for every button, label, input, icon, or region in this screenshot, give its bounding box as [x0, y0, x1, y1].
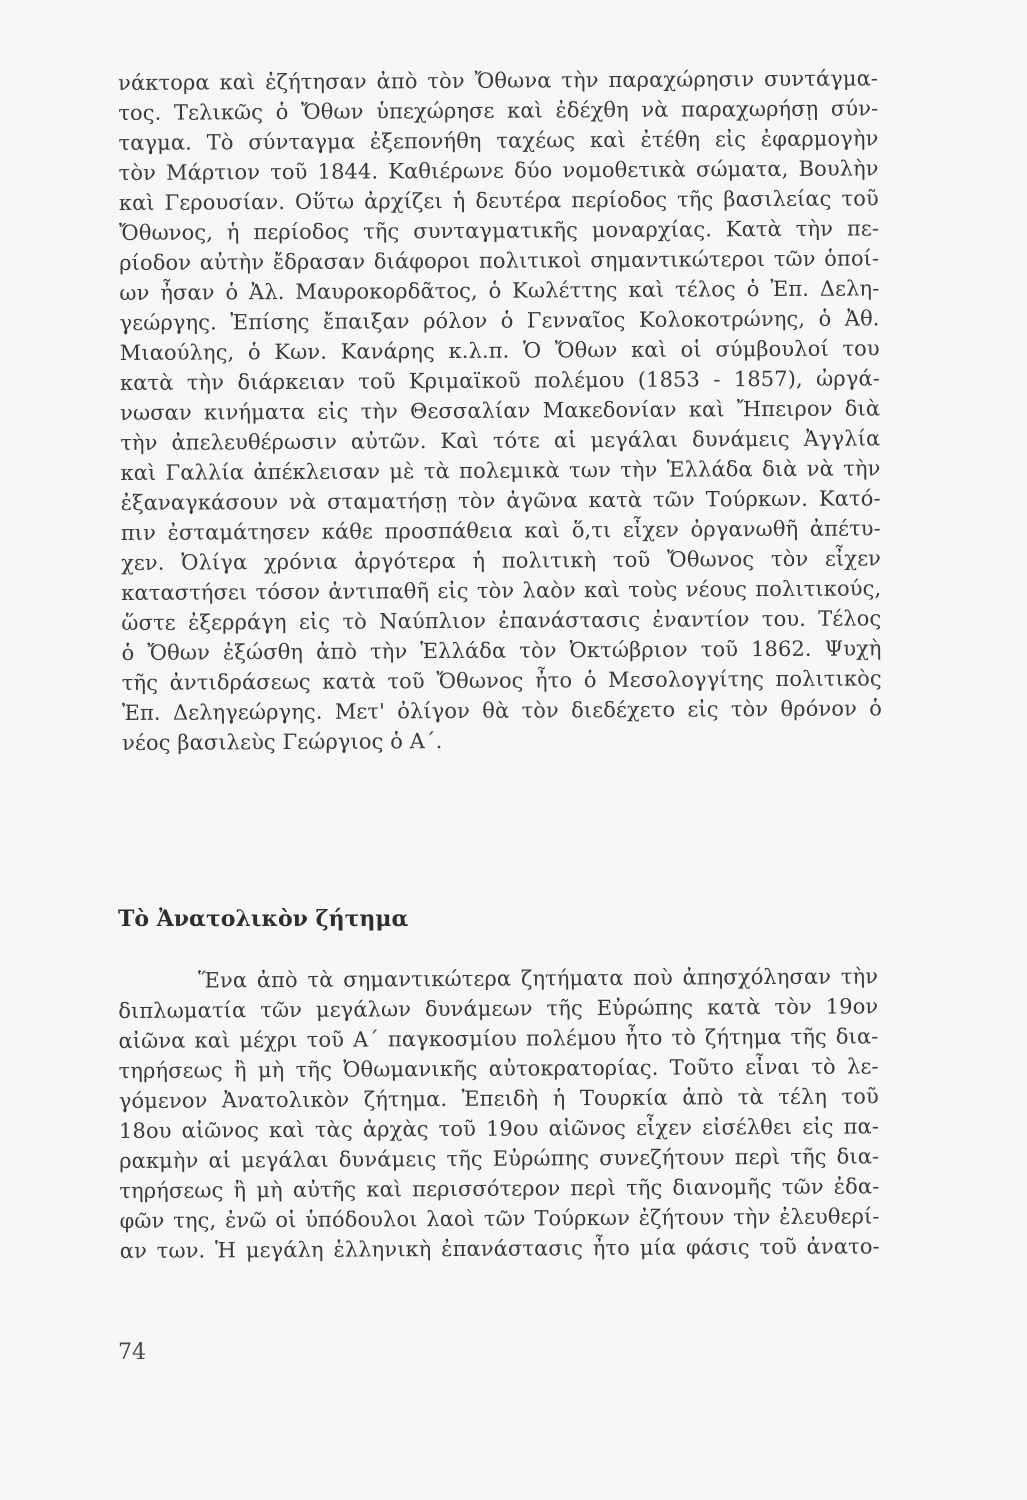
text-line: Ἐπ. Δεληγεώργης. Μετ' ὀλίγον θὰ τὸν διεδέχετο εἰς τὸν θρόνον ὁ: [121, 696, 882, 725]
text-line: νέος βασιλεὺς Γεώργιος ὁ Α΄.: [122, 729, 443, 755]
text-line: τὸν Μάρτιον τοῦ 1844. Καθιέρωνε δύο νομοθετικὰ σώματα, Βουλὴν: [118, 156, 879, 185]
text-line: αν των. Ἡ μεγάλη ἑλληνικὴ ἐπανάστασις ἦτο μία φάσις τοῦ ἀνατο-: [119, 1234, 880, 1263]
text-line: ἐξαναγκάσουν νὰ σταματήσῃ τὸν ἀγῶνα κατὰ τῶν Τούρκων. Κατό-: [120, 486, 881, 515]
text-line: ρακμὴν αἱ μεγάλαι δυνάμεις τῆς Εὐρώπης συνεζήτουν περὶ τῆς δια-: [119, 1144, 880, 1173]
text-line: Ἕνα ἀπὸ τὰ σημαντικώτερα ζητήματα ποὺ ἀπησχόλησαν τὴν: [198, 964, 879, 993]
section-heading: Τὸ Ἀνατολικὸν ζήτημα: [118, 906, 409, 932]
text-line: ταγμα. Τὸ σύνταγμα ἐξεπονήθη ταχέως καὶ ἐτέθη εἰς ἐφαρμογὴν: [118, 126, 879, 155]
text-line: ρίοδον αὐτὴν ἔδρασαν διάφοροι πολιτικοὶ σημαντικώτεροι τῶν ὁποί-: [119, 246, 880, 275]
page-number: 74: [118, 1340, 146, 1365]
text-line: νωσαν κινήματα εἰς τὴν Θεσσαλίαν Μακεδονίαν καὶ Ἤπειρον διὰ: [120, 396, 881, 425]
text-line: τηρήσεως ἢ μὴ τῆς Ὀθωμανικῆς αὐτοκρατορίας. Τοῦτο εἶναι τὸ λε-: [118, 1054, 879, 1083]
text-line: τῆς ἀντιδράσεως κατὰ τοῦ Ὄθωνος ἦτο ὁ Μεσολογγίτης πολιτικὸς: [121, 666, 882, 695]
text-line: χεν. Ὀλίγα χρόνια ἀργότερα ἡ πολιτικὴ τοῦ Ὄθωνος τὸν εἶχεν: [120, 546, 882, 575]
text-line: 18ου αἰῶνος καὶ τὰς ἀρχὰς τοῦ 19ου αἰῶνος εἶχεν εἰσέλθει εἰς πα-: [118, 1114, 880, 1143]
text-line: γόμενον Ἀνατολικὸν ζήτημα. Ἐπειδὴ ἡ Τουρκία ἀπὸ τὰ τέλη τοῦ: [118, 1084, 879, 1113]
paragraph-1: [118, 63, 882, 758]
text-line: ὥστε ἐξερράγη εἰς τὸ Ναύπλιον ἐπανάστασις ἐναντίον του. Τέλος: [121, 606, 882, 635]
text-line: τὴν ἀπελευθέρωσιν αὐτῶν. Καὶ τότε αἱ μεγάλαι δυνάμεις Ἀγγλία: [120, 426, 881, 455]
text-line: καὶ Γερουσίαν. Οὕτω ἀρχίζει ἡ δευτέρα περίοδος τῆς βασιλείας τοῦ: [118, 186, 879, 215]
text-line: διπλωματία τῶν μεγάλων δυνάμεων τῆς Εὐρώπης κατὰ τὸν 19ον: [118, 994, 879, 1023]
text-line: φῶν της, ἐνῶ οἱ ὑπόδουλοι λαοὶ τῶν Τούρκων ἐζήτουν τὴν ἐλευθερί-: [119, 1204, 880, 1233]
text-line: νάκτορα καὶ ἐζήτησαν ἀπὸ τὸν Ὄθωνα τὴν παραχώρησιν συντάγμα-: [118, 66, 879, 95]
text-line: ὁ Ὄθων ἐξώσθη ἀπὸ τὴν Ἑλλάδα τὸν Ὀκτώβριον τοῦ 1862. Ψυχὴ: [121, 636, 882, 665]
text-line: γεώργης. Ἐπίσης ἔπαιξαν ρόλον ὁ Γενναῖος Κολοκοτρώνης, ὁ Ἀθ.: [119, 306, 880, 335]
text-line: τηρήσεως ἢ μὴ αὐτῆς καὶ περισσότερον περὶ τῆς διανομῆς τῶν ἐδα-: [119, 1174, 880, 1203]
text-line: καὶ Γαλλία ἀπέκλεισαν μὲ τὰ πολεμικὰ των τὴν Ἑλλάδα διὰ νὰ τὴν: [120, 456, 881, 485]
text-line: Ὄθωνος, ἡ περίοδος τῆς συνταγματικῆς μοναρχίας. Κατὰ τὴν πε-: [118, 216, 880, 245]
text-line: πιν ἐσταμάτησεν κάθε προσπάθεια καὶ ὅ,τι εἶχεν ὀργανωθῆ ἀπέτυ-: [120, 516, 881, 545]
text-line: τος. Τελικῶς ὁ Ὄθων ὑπεχώρησε καὶ ἐδέχθη νὰ παραχωρήσῃ σύν-: [118, 96, 879, 125]
text-line: καταστήσει τόσον ἀντιπαθῆ εἰς τὸν λαὸν καὶ τοὺς νέους πολιτικούς,: [121, 576, 882, 605]
text-line: Μιαούλης, ὁ Κων. Κανάρης κ.λ.π. Ὁ Ὄθων καὶ οἱ σύμβουλοί του: [119, 336, 880, 365]
text-line: αἰῶνα καὶ μέχρι τοῦ Α΄ παγκοσμίου πολέμου ἦτο τὸ ζήτημα τῆς δια-: [118, 1024, 879, 1053]
text-line: κατὰ τὴν διάρκειαν τοῦ Κριμαϊκοῦ πολέμου (1853 - 1857), ὠργά-: [119, 366, 880, 395]
paragraph-2: [118, 961, 880, 1266]
text-line: ων ἦσαν ὁ Ἀλ. Μαυροκορδᾶτος, ὁ Κωλέττης καὶ τέλος ὁ Ἐπ. Δελη-: [119, 276, 880, 305]
